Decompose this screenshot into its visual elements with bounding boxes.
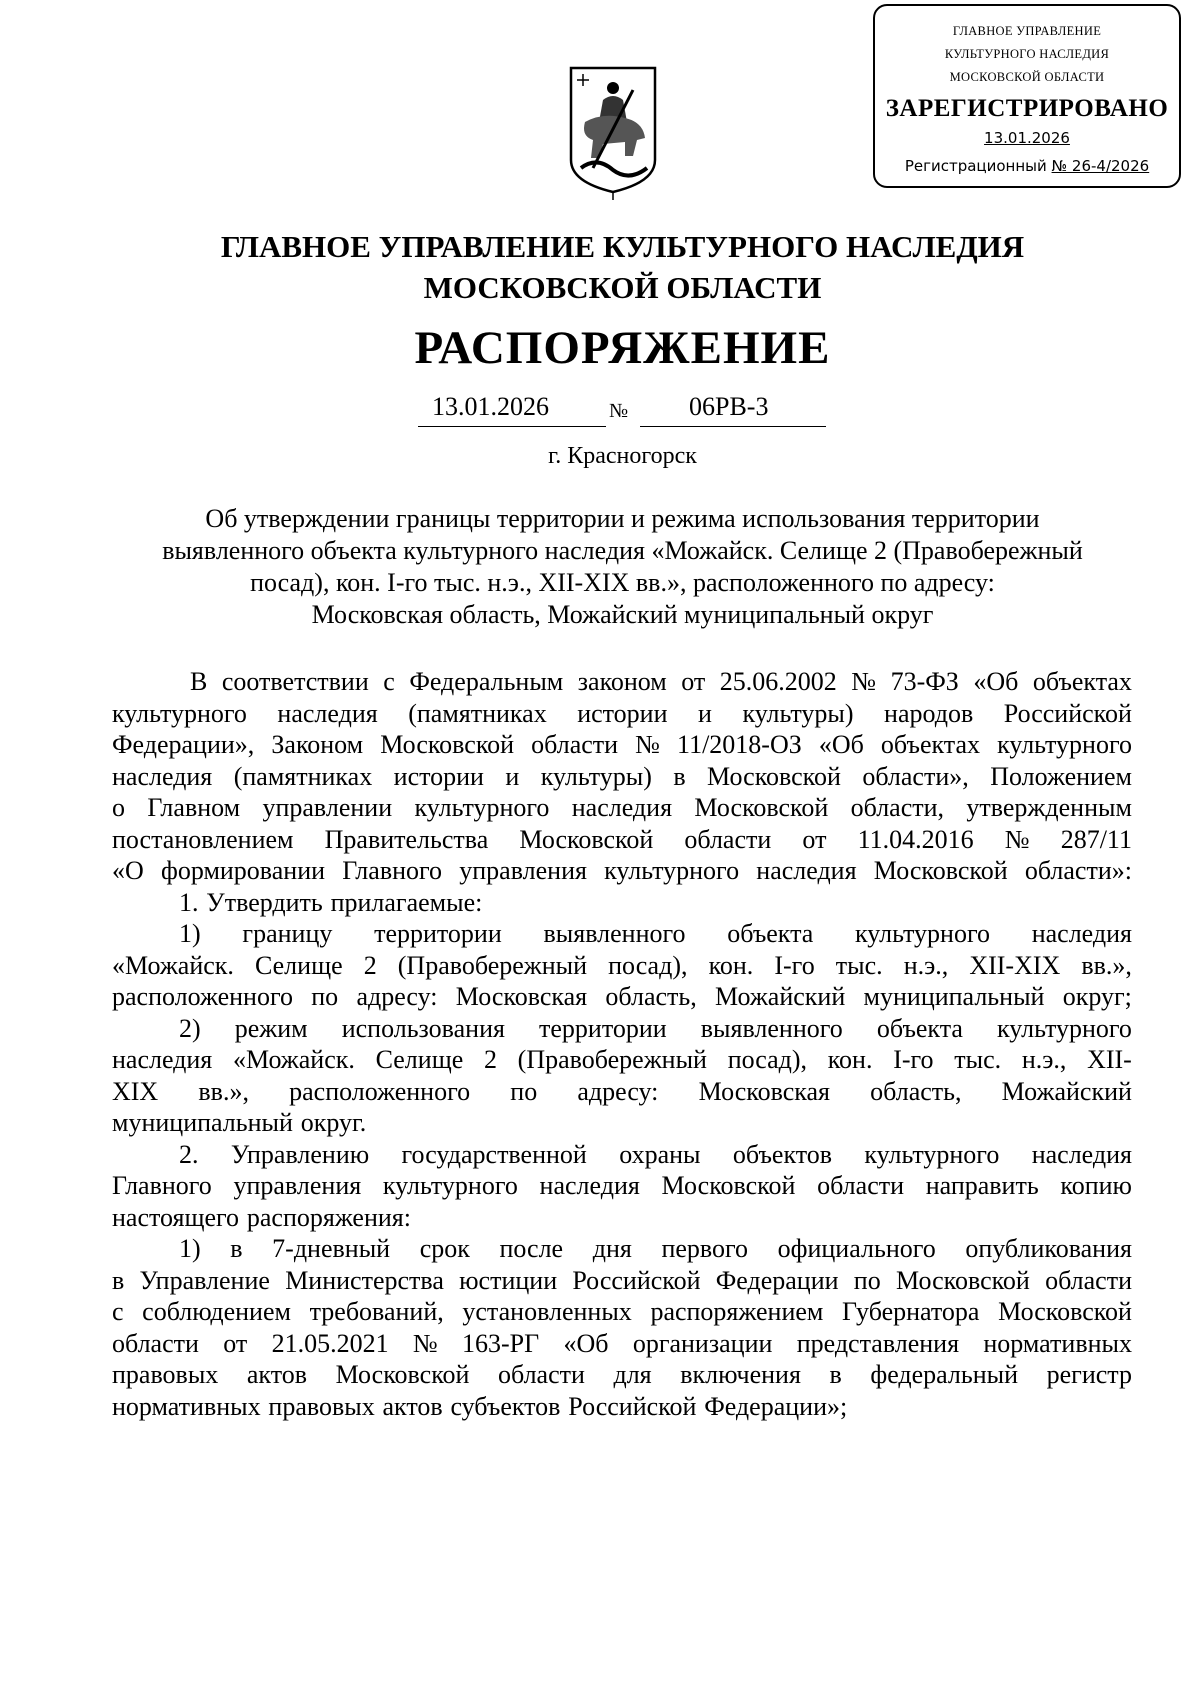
date-underline [418, 426, 606, 427]
body-line: В соответствии с Федеральным законом от 25.06.2002 № 73-ФЗ «Об объектах [190, 667, 1132, 696]
subject-line: выявленного объекта культурного наследия «Можайск. Селище 2 (Правобережный [162, 536, 1083, 565]
body-line: XIX вв.», расположенного по адресу: Московская область, Можайский [112, 1076, 1132, 1106]
body-line: о Главном управлении культурного наследия Московской области, утвержденным [112, 793, 1132, 822]
body-line: с соблюдением требований, установленных распоряжением Губернатора Московской [112, 1297, 1132, 1326]
body-line: в Управление Министерства юстиции Российской Федерации по Московской области [112, 1265, 1132, 1295]
agency-line: МОСКОВСКОЙ ОБЛАСТИ [423, 270, 822, 305]
body-line: настоящего распоряжения: [112, 1202, 411, 1232]
subject-line: Московская область, Можайский муниципальный округ [311, 600, 934, 629]
body-line: наследия «Можайск. Селище 2 (Правобережный посад), кон. I-го тыс. н.э., XII- [112, 1045, 1132, 1074]
body-line: расположенного по адресу: Московская область, Можайский муниципальный округ; [112, 982, 1132, 1011]
stamp-org-line: КУЛЬТУРНОГО НАСЛЕДИЯ [944, 47, 1110, 61]
subject-line: посад), кон. I-го тыс. н.э., XII-XIX вв.», расположенного по адресу: [250, 568, 995, 597]
body-line: Федерации», Законом Московской области № 11/2018-ОЗ «Об объектах культурного [112, 730, 1132, 759]
body-line: муниципальный округ. [112, 1108, 367, 1137]
body-line: «О формировании Главного управления культурного наследия Московской области»: [112, 856, 1132, 885]
body-line: 1) в 7-дневный срок после дня первого официального опубликования [179, 1234, 1132, 1263]
stamp-organization [875, 20, 1179, 89]
coat-of-arms-emblem [563, 60, 663, 200]
stamp-reg-value: № 26-4/2026 [1051, 157, 1150, 175]
body-line: 2) режим использования территории выявленного объекта культурного [179, 1013, 1132, 1043]
body-line: культурного наследия (памятниках истории и культуры) народов Российской [112, 698, 1132, 728]
body-line: 2. Управлению государственной охраны объектов культурного наследия [179, 1139, 1132, 1169]
stamp-reg-label: Регистрационный [904, 157, 1047, 175]
document-body [112, 666, 1132, 1422]
document-city: г. Красногорск [548, 443, 697, 469]
body-line: Главного управления культурного наследия Московской области направить копию [112, 1171, 1132, 1200]
body-line: нормативных правовых актов субъектов Российской Федерации»; [112, 1391, 848, 1421]
subject-line: Об утверждении границы территории и режима использования территории [205, 504, 1040, 533]
body-line: области от 21.05.2021 № 163-РГ «Об организации представления нормативных [112, 1328, 1132, 1358]
number-sign: № [609, 400, 629, 422]
number-underline [640, 426, 826, 427]
body-line: 1. Утвердить прилагаемые: [179, 887, 483, 917]
agency-line: ГЛАВНОЕ УПРАВЛЕНИЕ КУЛЬТУРНОГО НАСЛЕДИЯ [220, 229, 1025, 264]
document-type: РАСПОРЯЖЕНИЕ [414, 322, 831, 374]
body-line: правовых актов Московской области для включения в федеральный регистр [112, 1360, 1132, 1389]
agency-name [0, 226, 1200, 308]
stamp-org-line: ГЛАВНОЕ УПРАВЛЕНИЕ [952, 24, 1102, 38]
stamp-org-line: МОСКОВСКОЙ ОБЛАСТИ [949, 70, 1105, 84]
body-line: «Можайск. Селище 2 (Правобережный посад), кон. I-го тыс. н.э., XII-XIX вв.», [112, 950, 1132, 980]
document-number: 06РВ-3 [689, 392, 769, 421]
body-line: 1) границу территории выявленного объекта культурного наследия [179, 919, 1132, 948]
stamp-status: ЗАРЕГИСТРИРОВАНО [885, 95, 1169, 122]
document-subject [110, 503, 1135, 631]
stamp-registration-number [875, 157, 1179, 175]
body-line: постановлением Правительства Московской области от 11.04.2016 № 287/11 [112, 824, 1132, 854]
body-line: наследия (памятниках истории и культуры) в Московской области», Положением [112, 761, 1132, 791]
registration-stamp [873, 4, 1181, 188]
document-date: 13.01.2026 [432, 392, 549, 421]
stamp-date: 13.01.2026 [984, 129, 1070, 147]
